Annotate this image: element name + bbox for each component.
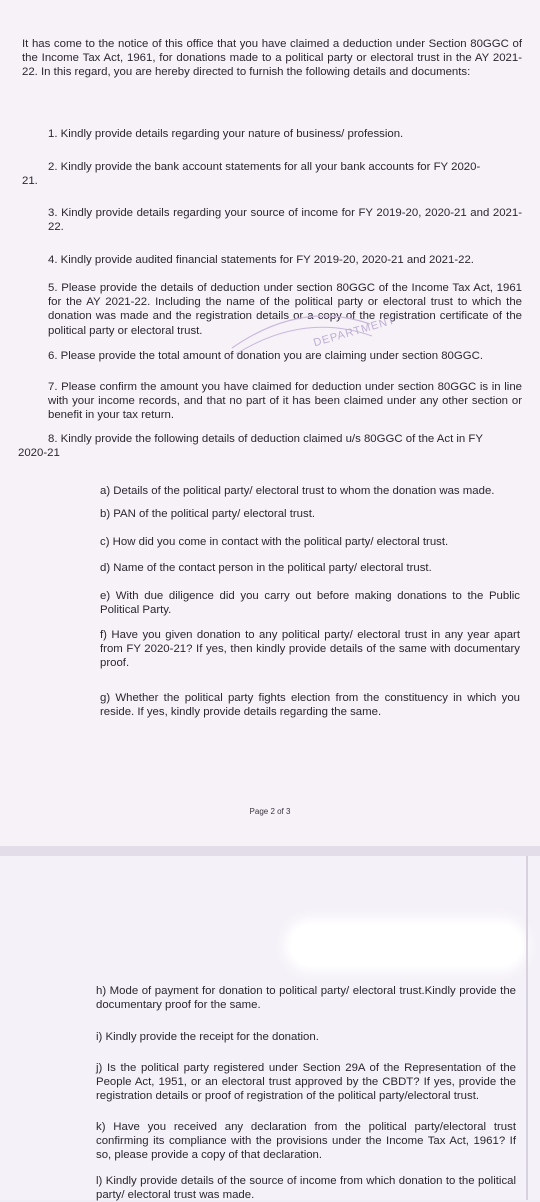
page-number-footer: Page 2 of 3 bbox=[249, 807, 291, 816]
letter-page-3 bbox=[0, 856, 540, 1200]
subitem-k: k) Have you received any declaration from the political party/electoral trust confirming its compliance with the provisions under the Income Tax Act, 1961? If so, please provide a copy of that declaration. bbox=[96, 1121, 516, 1162]
item-1: 1. Kindly provide details regarding your nature of business/ profession. bbox=[48, 128, 404, 140]
item-4: 4. Kindly provide audited financial statements for FY 2019-20, 2020-21 and 2021-22. bbox=[48, 254, 474, 266]
item-8-continued: 2020-21 bbox=[18, 447, 60, 459]
item-5: 5. Please provide the details of deduction under section 80GGC of the Income Tax Act, 1961 for the AY 2021-22. Including the name of the political party or electoral trust to which the donation was made and the registration details or a copy of the registration certificate of the political party or electoral trust. bbox=[48, 282, 522, 337]
stamp-text: DEPARTMENT bbox=[312, 314, 397, 350]
subitem-d: d) Name of the contact person in the political party/ electoral trust. bbox=[100, 562, 432, 574]
page-gap bbox=[0, 846, 540, 856]
subitem-b: b) PAN of the political party/ electoral trust. bbox=[100, 508, 316, 520]
item-7: 7. Please confirm the amount you have claimed for deduction under section 80GGC is in line with your income records, and that no part of it has been claimed under any other section or benefit in your tax return. bbox=[48, 381, 522, 422]
subitem-g: g) Whether the political party fights election from the constituency in which you reside. If yes, kindly provide details regarding the same. bbox=[100, 692, 520, 719]
redaction-blur bbox=[290, 924, 522, 966]
subitem-l: l) Kindly provide details of the source of income from which donation to the political party/ electoral trust was made. bbox=[96, 1175, 516, 1202]
item-3: 3. Kindly provide details regarding your source of income for FY 2019-20, 2020-21 and 2021-22. bbox=[48, 207, 522, 234]
subitem-j: j) Is the political party registered under Section 29A of the Representation of the People Act, 1951, or an electoral trust approved by the CBDT? If yes, provide the registration details or proof of registration of the political party/electoral trust. bbox=[96, 1062, 516, 1103]
subitem-h: h) Mode of payment for donation to political party/ electoral trust.Kindly provide the documentary proof for the same. bbox=[96, 985, 516, 1012]
item-2: 2. Kindly provide the bank account statements for all your bank accounts for FY 2020- bbox=[48, 161, 481, 173]
subitem-f: f) Have you given donation to any political party/ electoral trust in any year apart from FY 2020-21? If yes, then kindly provide details of the same with documentary proof. bbox=[100, 629, 520, 670]
subitem-a: a) Details of the political party/ electoral trust to whom the donation was made. bbox=[100, 485, 495, 497]
item-8: 8. Kindly provide the following details of deduction claimed u/s 80GGC of the Act in FY bbox=[48, 433, 483, 445]
item-2-continued: 21. bbox=[22, 175, 38, 187]
intro-paragraph: It has come to the notice of this office that you have claimed a deduction under Section 80GGC of the Income Tax Act, 1961, for donations made to a political party or electoral trust in the AY 2021-22. In this regard, you are hereby directed to furnish the following details and documents: bbox=[22, 38, 522, 79]
subitem-c: c) How did you come in contact with the political party/ electoral trust. bbox=[100, 536, 449, 548]
subitem-e: e) With due diligence did you carry out before making donations to the Public Political Party. bbox=[100, 590, 520, 617]
subitem-i: i) Kindly provide the receipt for the donation. bbox=[96, 1031, 319, 1043]
page-edge-line bbox=[526, 856, 528, 1200]
item-6: 6. Please provide the total amount of donation you are claiming under section 80GGC. bbox=[48, 350, 484, 362]
